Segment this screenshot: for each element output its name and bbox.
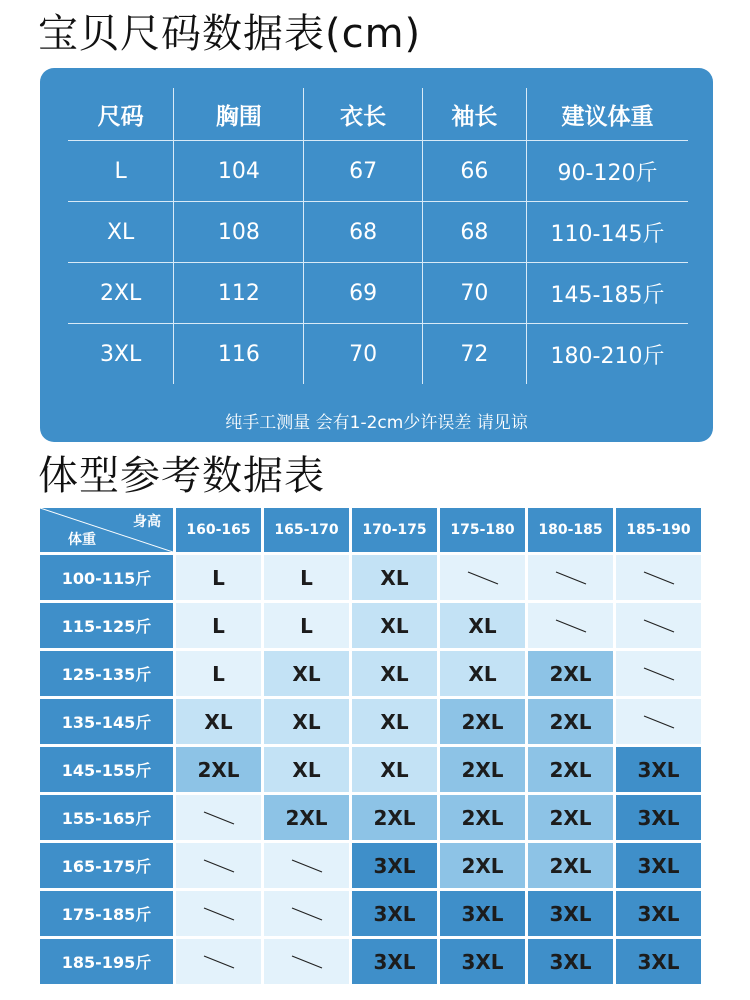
size-chart-header-cell: 建议体重 bbox=[526, 88, 688, 140]
size-recommendation-cell: 3XL bbox=[349, 840, 437, 888]
size-recommendation-cell: 2XL bbox=[525, 696, 613, 744]
size-recommendation-cell: L bbox=[261, 552, 349, 600]
size-chart-cell: 70 bbox=[422, 263, 526, 323]
body-chart-corner bbox=[40, 508, 173, 552]
not-available-dash-icon bbox=[554, 569, 588, 587]
size-chart-cell: 66 bbox=[422, 141, 526, 201]
empty-cell bbox=[261, 936, 349, 984]
size-chart-cell: 68 bbox=[303, 202, 421, 262]
empty-cell bbox=[173, 936, 261, 984]
size-chart-cell: 180-210斤 bbox=[526, 324, 688, 384]
size-recommendation-cell: 2XL bbox=[437, 792, 525, 840]
size-recommendation-cell: L bbox=[173, 552, 261, 600]
size-recommendation-cell: 2XL bbox=[525, 648, 613, 696]
body-chart-row bbox=[40, 792, 713, 840]
size-chart-note: 纯手工测量 会有1-2cm少许误差 请见谅 bbox=[225, 413, 528, 433]
size-recommendation-cell: 3XL bbox=[525, 888, 613, 936]
size-chart-cell: 90-120斤 bbox=[526, 141, 688, 201]
not-available-dash-icon bbox=[202, 953, 236, 971]
height-header-cell: 175-180 bbox=[437, 508, 525, 552]
size-recommendation-cell: 3XL bbox=[437, 936, 525, 984]
body-chart-row bbox=[40, 744, 713, 792]
weight-label-cell: 145-155斤 bbox=[40, 744, 173, 792]
size-chart-table bbox=[68, 88, 688, 384]
size-recommendation-cell: 3XL bbox=[613, 744, 701, 792]
not-available-dash-icon bbox=[290, 905, 324, 923]
size-chart-cell: XL bbox=[106, 219, 135, 245]
size-recommendation-cell: L bbox=[261, 600, 349, 648]
size-recommendation-cell: 3XL bbox=[349, 936, 437, 984]
size-chart-cell: 67 bbox=[303, 141, 421, 201]
not-available-dash-icon bbox=[642, 569, 676, 587]
height-header-cell: 165-170 bbox=[261, 508, 349, 552]
size-recommendation-cell: 3XL bbox=[613, 936, 701, 984]
size-recommendation-cell: XL bbox=[349, 696, 437, 744]
size-chart-cell: 3XL bbox=[99, 341, 142, 367]
empty-cell bbox=[437, 552, 525, 600]
size-chart-header-cell: 胸围 bbox=[173, 88, 303, 140]
size-recommendation-cell: XL bbox=[261, 648, 349, 696]
size-chart-title: 宝贝尺码数据表(cm) bbox=[38, 11, 422, 57]
size-chart-cell: 108 bbox=[173, 202, 303, 262]
size-chart-cell: 112 bbox=[173, 263, 303, 323]
not-available-dash-icon bbox=[642, 665, 676, 683]
empty-cell bbox=[173, 792, 261, 840]
body-chart-row bbox=[40, 648, 713, 696]
size-chart-card bbox=[40, 68, 713, 442]
empty-cell bbox=[613, 648, 701, 696]
weight-label-cell: 100-115斤 bbox=[40, 552, 173, 600]
empty-cell bbox=[613, 552, 701, 600]
not-available-dash-icon bbox=[202, 809, 236, 827]
size-recommendation-cell: 2XL bbox=[437, 696, 525, 744]
size-recommendation-cell: 3XL bbox=[525, 936, 613, 984]
empty-cell bbox=[613, 600, 701, 648]
empty-cell bbox=[525, 600, 613, 648]
size-recommendation-cell: L bbox=[173, 600, 261, 648]
size-chart-cell: 145-185斤 bbox=[526, 263, 688, 323]
size-chart-cell: 69 bbox=[303, 263, 421, 323]
size-chart-cell: 104 bbox=[173, 141, 303, 201]
not-available-dash-icon bbox=[642, 617, 676, 635]
weight-label-cell: 175-185斤 bbox=[40, 888, 173, 936]
body-chart-row bbox=[40, 840, 713, 888]
size-recommendation-cell: XL bbox=[437, 648, 525, 696]
size-recommendation-cell: 2XL bbox=[525, 792, 613, 840]
height-header-cell: 185-190 bbox=[613, 508, 701, 552]
weight-label-cell: 155-165斤 bbox=[40, 792, 173, 840]
size-recommendation-cell: 3XL bbox=[437, 888, 525, 936]
weight-label-cell: 115-125斤 bbox=[40, 600, 173, 648]
size-recommendation-cell: 2XL bbox=[173, 744, 261, 792]
not-available-dash-icon bbox=[554, 617, 588, 635]
not-available-dash-icon bbox=[290, 953, 324, 971]
size-chart-header-cell: 尺码 bbox=[97, 103, 144, 130]
height-header-cell: 160-165 bbox=[173, 508, 261, 552]
empty-cell bbox=[261, 888, 349, 936]
size-recommendation-cell: 3XL bbox=[349, 888, 437, 936]
size-recommendation-cell: XL bbox=[349, 648, 437, 696]
size-chart-header-cell: 衣长 bbox=[303, 88, 421, 140]
height-header-cell: 180-185 bbox=[525, 508, 613, 552]
size-chart-header-row bbox=[68, 88, 688, 141]
not-available-dash-icon bbox=[466, 569, 500, 587]
empty-cell bbox=[173, 888, 261, 936]
size-recommendation-cell: 3XL bbox=[613, 792, 701, 840]
size-recommendation-cell: XL bbox=[261, 696, 349, 744]
size-recommendation-cell: XL bbox=[349, 552, 437, 600]
empty-cell bbox=[261, 840, 349, 888]
size-chart-cell: 110-145斤 bbox=[526, 202, 688, 262]
size-chart-header-cell: 袖长 bbox=[422, 88, 526, 140]
size-recommendation-cell: XL bbox=[349, 600, 437, 648]
size-recommendation-cell: 3XL bbox=[613, 888, 701, 936]
weight-label-cell: 165-175斤 bbox=[40, 840, 173, 888]
size-recommendation-cell: 2XL bbox=[525, 744, 613, 792]
size-recommendation-cell: XL bbox=[349, 744, 437, 792]
weight-label-cell: 185-195斤 bbox=[40, 936, 173, 984]
size-recommendation-cell: 2XL bbox=[349, 792, 437, 840]
size-chart-row bbox=[68, 201, 688, 262]
body-chart-row bbox=[40, 600, 713, 648]
size-chart-cell: 72 bbox=[422, 324, 526, 384]
empty-cell bbox=[173, 840, 261, 888]
not-available-dash-icon bbox=[202, 905, 236, 923]
size-recommendation-cell: 3XL bbox=[613, 840, 701, 888]
weight-label-cell: 125-135斤 bbox=[40, 648, 173, 696]
height-header-cell: 170-175 bbox=[349, 508, 437, 552]
size-chart-row bbox=[68, 141, 688, 201]
size-recommendation-cell: XL bbox=[173, 696, 261, 744]
body-chart-row bbox=[40, 888, 713, 936]
size-chart-row bbox=[68, 323, 688, 384]
size-recommendation-cell: 2XL bbox=[437, 744, 525, 792]
size-recommendation-cell: XL bbox=[261, 744, 349, 792]
not-available-dash-icon bbox=[642, 713, 676, 731]
corner-weight-label: 体重 bbox=[68, 532, 96, 548]
body-chart-row bbox=[40, 936, 713, 984]
size-chart-cell: 68 bbox=[422, 202, 526, 262]
size-chart-cell: L bbox=[114, 158, 127, 184]
body-chart-header-row bbox=[40, 508, 713, 552]
body-chart-row bbox=[40, 552, 713, 600]
size-recommendation-cell: 2XL bbox=[525, 840, 613, 888]
body-chart-title: 体型参考数据表 bbox=[38, 453, 325, 499]
size-chart-cell: 116 bbox=[173, 324, 303, 384]
size-recommendation-cell: 2XL bbox=[261, 792, 349, 840]
size-recommendation-cell: 2XL bbox=[437, 840, 525, 888]
weight-label-cell: 135-145斤 bbox=[40, 696, 173, 744]
size-recommendation-cell: L bbox=[173, 648, 261, 696]
corner-height-label: 身高 bbox=[133, 514, 161, 530]
not-available-dash-icon bbox=[290, 857, 324, 875]
body-chart-row bbox=[40, 696, 713, 744]
size-chart-row bbox=[68, 262, 688, 323]
size-recommendation-cell: XL bbox=[437, 600, 525, 648]
body-chart-table bbox=[40, 508, 713, 992]
not-available-dash-icon bbox=[202, 857, 236, 875]
size-chart-cell: 2XL bbox=[99, 280, 142, 306]
empty-cell bbox=[525, 552, 613, 600]
size-chart-cell: 70 bbox=[303, 324, 421, 384]
empty-cell bbox=[613, 696, 701, 744]
